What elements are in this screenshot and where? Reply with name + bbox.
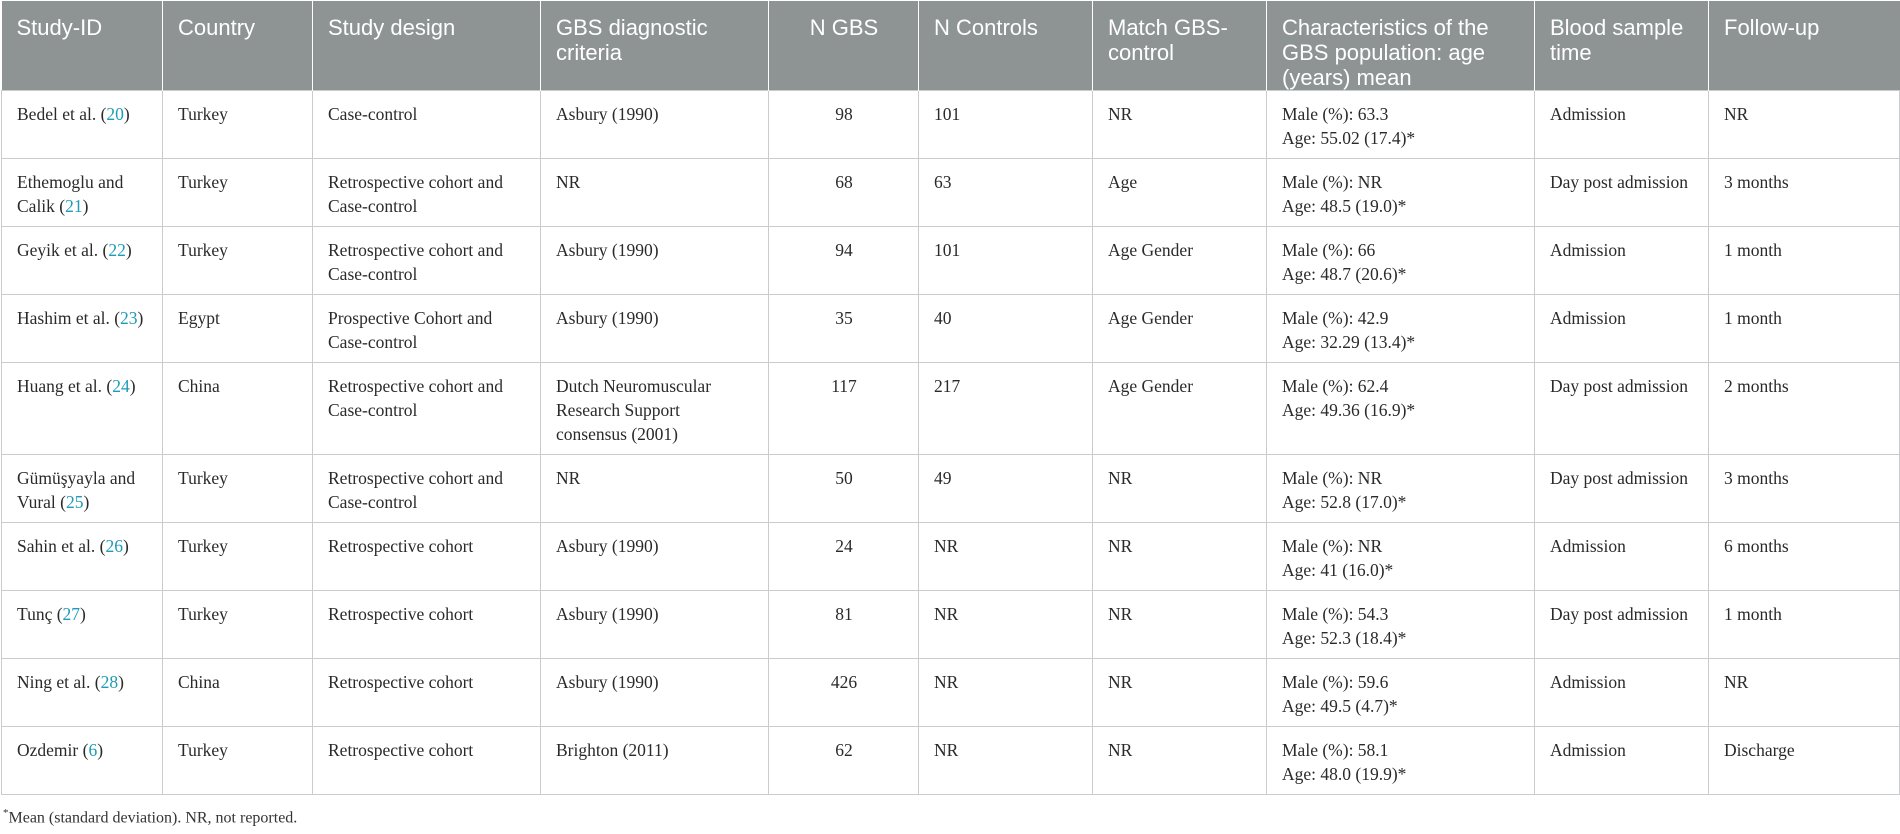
table-row (2, 363, 1900, 455)
cell-design: Prospective Cohort and Case-control (313, 295, 541, 363)
cell-match: Age (1093, 159, 1267, 227)
age-mean: Age: 52.3 (18.4)* (1282, 628, 1407, 648)
cell-design: Retrospective cohort and Case-control (313, 363, 541, 455)
cell-criteria: Asbury (1990) (541, 295, 769, 363)
age-mean: Age: 48.5 (19.0)* (1282, 196, 1407, 216)
cell-country: China (163, 363, 313, 455)
cell-blood-sample: Admission (1535, 523, 1709, 591)
cell-blood-sample: Day post admission (1535, 591, 1709, 659)
male-percent: Male (%): 62.4 (1282, 376, 1389, 396)
cell-study-id: Ozdemir (6) (2, 727, 163, 795)
cell-criteria: NR (541, 159, 769, 227)
table-row (2, 727, 1900, 795)
cell-n-gbs: 98 (769, 91, 919, 159)
reference-link[interactable]: 22 (108, 240, 126, 260)
cell-blood-sample: Admission (1535, 295, 1709, 363)
cell-n-gbs: 81 (769, 591, 919, 659)
cell-design: Retrospective cohort and Case-control (313, 227, 541, 295)
cell-characteristics (1267, 591, 1535, 659)
cell-follow-up: NR (1709, 91, 1900, 159)
cell-country: Turkey (163, 455, 313, 523)
cell-study-id: Tunç (27) (2, 591, 163, 659)
author: Bedel et al. (17, 104, 97, 124)
cell-match: NR (1093, 455, 1267, 523)
cell-n-gbs: 117 (769, 363, 919, 455)
age-mean: Age: 48.7 (20.6)* (1282, 264, 1407, 284)
table-row (2, 591, 1900, 659)
male-percent: Male (%): 54.3 (1282, 604, 1389, 624)
cell-n-controls: 217 (919, 363, 1093, 455)
cell-design: Retrospective cohort (313, 523, 541, 591)
cell-blood-sample: Admission (1535, 659, 1709, 727)
age-mean: Age: 49.5 (4.7)* (1282, 696, 1398, 716)
cell-characteristics (1267, 159, 1535, 227)
table-row (2, 659, 1900, 727)
cell-match: NR (1093, 659, 1267, 727)
header-country: Country (163, 1, 313, 91)
cell-country: Turkey (163, 91, 313, 159)
cell-blood-sample: Admission (1535, 727, 1709, 795)
cell-match: NR (1093, 727, 1267, 795)
header-n-gbs: N GBS (769, 1, 919, 91)
author: Tunç (17, 604, 53, 624)
age-mean: Age: 55.02 (17.4)* (1282, 128, 1416, 148)
reference-link[interactable]: 23 (120, 308, 138, 328)
table-header-row (2, 1, 1900, 91)
table-row (2, 159, 1900, 227)
cell-blood-sample: Day post admission (1535, 363, 1709, 455)
cell-blood-sample: Day post admission (1535, 455, 1709, 523)
cell-match: NR (1093, 523, 1267, 591)
cell-criteria: NR (541, 455, 769, 523)
cell-match: Age Gender (1093, 227, 1267, 295)
cell-country: Turkey (163, 523, 313, 591)
male-percent: Male (%): 63.3 (1282, 104, 1389, 124)
author: Ethemoglu and Calik (17, 172, 124, 216)
header-study-id: Study-ID (2, 1, 163, 91)
cell-n-gbs: 68 (769, 159, 919, 227)
author: Geyik et al. (17, 240, 99, 260)
cell-follow-up: 1 month (1709, 295, 1900, 363)
cell-follow-up: 2 months (1709, 363, 1900, 455)
reference-link[interactable]: 24 (112, 376, 130, 396)
table-row (2, 295, 1900, 363)
cell-criteria: Brighton (2011) (541, 727, 769, 795)
cell-follow-up: 3 months (1709, 159, 1900, 227)
header-study-design: Study design (313, 1, 541, 91)
reference-link[interactable]: 20 (106, 104, 124, 124)
cell-study-id: Gümüşyayla and Vural (25) (2, 455, 163, 523)
age-mean: Age: 41 (16.0)* (1282, 560, 1394, 580)
author: Ning et al. (17, 672, 91, 692)
cell-n-gbs: 94 (769, 227, 919, 295)
header-match: Match GBS-control (1093, 1, 1267, 91)
footnote-marker: * (3, 807, 9, 819)
cell-characteristics (1267, 91, 1535, 159)
reference-link[interactable]: 27 (62, 604, 81, 624)
cell-n-controls: 101 (919, 227, 1093, 295)
reference-link[interactable]: 21 (65, 196, 83, 216)
reference-link[interactable]: 6 (88, 740, 98, 760)
cell-characteristics (1267, 523, 1535, 591)
cell-country: Turkey (163, 159, 313, 227)
reference-link[interactable]: 26 (105, 536, 123, 556)
cell-follow-up: 6 months (1709, 523, 1900, 591)
cell-n-gbs: 62 (769, 727, 919, 795)
header-n-controls: N Controls (919, 1, 1093, 91)
male-percent: Male (%): 42.9 (1282, 308, 1389, 328)
cell-country: Turkey (163, 727, 313, 795)
cell-characteristics (1267, 455, 1535, 523)
cell-country: China (163, 659, 313, 727)
cell-n-controls: NR (919, 523, 1093, 591)
reference-link[interactable]: 28 (100, 672, 119, 692)
study-characteristics-table (1, 1, 1900, 795)
author: Sahin et al. (17, 536, 96, 556)
cell-study-id: Ethemoglu and Calik (21) (2, 159, 163, 227)
cell-study-id: Ning et al. (28) (2, 659, 163, 727)
cell-country: Egypt (163, 295, 313, 363)
age-mean: Age: 52.8 (17.0)* (1282, 492, 1407, 512)
table-row (2, 91, 1900, 159)
male-percent: Male (%): NR (1282, 536, 1383, 556)
cell-characteristics (1267, 659, 1535, 727)
male-percent: Male (%): 58.1 (1282, 740, 1389, 760)
header-characteristics: Characteristics of the GBS population: age (years) mean (1267, 1, 1535, 91)
header-diagnostic-criteria: GBS diagnostic criteria (541, 1, 769, 91)
cell-criteria: Asbury (1990) (541, 659, 769, 727)
cell-design: Retrospective cohort and Case-control (313, 455, 541, 523)
age-mean: Age: 48.0 (19.9)* (1282, 764, 1407, 784)
cell-n-controls: 63 (919, 159, 1093, 227)
footnote-text: Mean (standard deviation). NR, not reported. (8, 809, 298, 827)
cell-blood-sample: Admission (1535, 91, 1709, 159)
cell-follow-up: 1 month (1709, 591, 1900, 659)
male-percent: Male (%): NR (1282, 468, 1383, 488)
cell-n-controls: NR (919, 591, 1093, 659)
cell-follow-up: Discharge (1709, 727, 1900, 795)
cell-design: Retrospective cohort (313, 659, 541, 727)
cell-blood-sample: Day post admission (1535, 159, 1709, 227)
cell-criteria: Dutch Neuromuscular Research Support consensus (2001) (541, 363, 769, 455)
cell-criteria: Asbury (1990) (541, 91, 769, 159)
cell-country: Turkey (163, 591, 313, 659)
cell-study-id: Sahin et al. (26) (2, 523, 163, 591)
cell-design: Case-control (313, 91, 541, 159)
cell-study-id: Geyik et al. (22) (2, 227, 163, 295)
cell-match: Age Gender (1093, 363, 1267, 455)
cell-match: NR (1093, 591, 1267, 659)
cell-n-gbs: 50 (769, 455, 919, 523)
cell-characteristics (1267, 363, 1535, 455)
cell-design: Retrospective cohort (313, 727, 541, 795)
study-characteristics-table-container (1, 1, 1899, 795)
cell-characteristics (1267, 227, 1535, 295)
cell-blood-sample: Admission (1535, 227, 1709, 295)
age-mean: Age: 32.29 (13.4)* (1282, 332, 1416, 352)
cell-follow-up: 1 month (1709, 227, 1900, 295)
cell-n-controls: 101 (919, 91, 1093, 159)
cell-design: Retrospective cohort (313, 591, 541, 659)
header-blood-sample-time: Blood sample time (1535, 1, 1709, 91)
cell-n-controls: NR (919, 659, 1093, 727)
cell-study-id: Hashim et al. (23) (2, 295, 163, 363)
cell-n-gbs: 35 (769, 295, 919, 363)
table-row (2, 455, 1900, 523)
cell-n-gbs: 426 (769, 659, 919, 727)
cell-follow-up: 3 months (1709, 455, 1900, 523)
author: Ozdemir (17, 740, 79, 760)
cell-design: Retrospective cohort and Case-control (313, 159, 541, 227)
cell-follow-up: NR (1709, 659, 1900, 727)
cell-criteria: Asbury (1990) (541, 523, 769, 591)
author: Huang et al. (17, 376, 103, 396)
cell-characteristics (1267, 727, 1535, 795)
cell-study-id: Bedel et al. (20) (2, 91, 163, 159)
table-footnote (3, 807, 297, 827)
cell-n-controls: NR (919, 727, 1093, 795)
cell-country: Turkey (163, 227, 313, 295)
male-percent: Male (%): NR (1282, 172, 1383, 192)
author: Gümüşyayla and Vural (17, 468, 136, 512)
cell-characteristics (1267, 295, 1535, 363)
author: Hashim et al. (17, 308, 110, 328)
table-row (2, 227, 1900, 295)
cell-n-gbs: 24 (769, 523, 919, 591)
cell-criteria: Asbury (1990) (541, 591, 769, 659)
cell-n-controls: 49 (919, 455, 1093, 523)
age-mean: Age: 49.36 (16.9)* (1282, 400, 1416, 420)
male-percent: Male (%): 66 (1282, 240, 1376, 260)
reference-link[interactable]: 25 (66, 492, 84, 512)
cell-match: NR (1093, 91, 1267, 159)
cell-n-controls: 40 (919, 295, 1093, 363)
cell-criteria: Asbury (1990) (541, 227, 769, 295)
table-row (2, 523, 1900, 591)
male-percent: Male (%): 59.6 (1282, 672, 1389, 692)
header-follow-up: Follow-up (1709, 1, 1900, 91)
cell-match: Age Gender (1093, 295, 1267, 363)
cell-study-id: Huang et al. (24) (2, 363, 163, 455)
